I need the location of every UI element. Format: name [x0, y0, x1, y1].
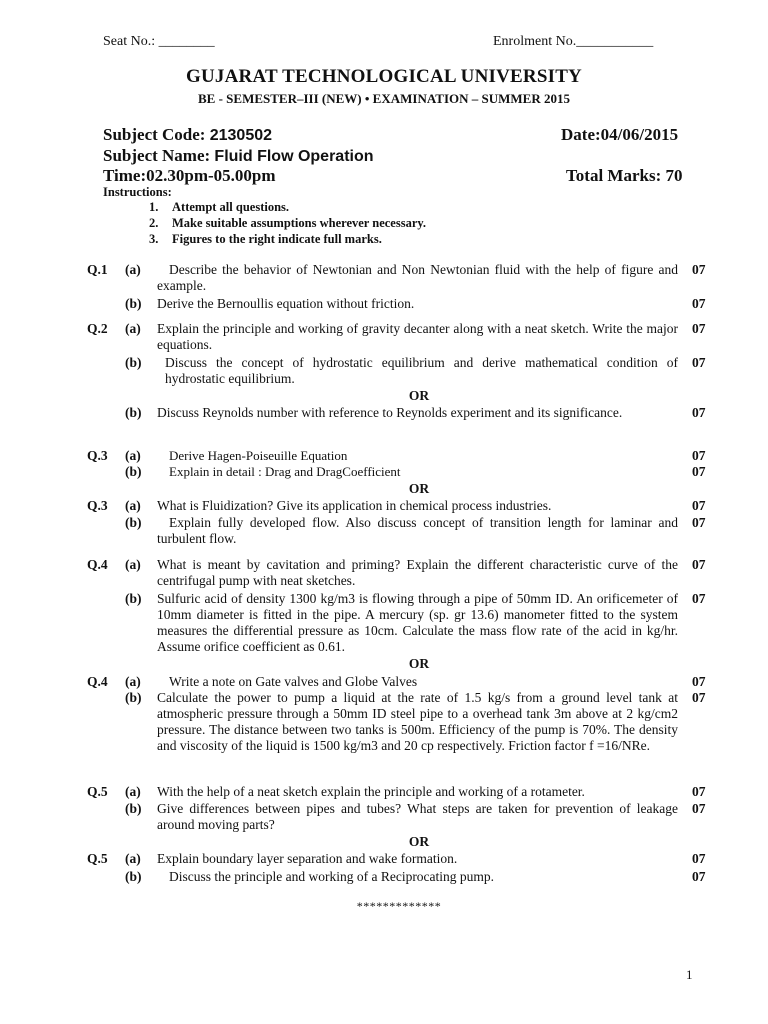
subject-name-value: Fluid Flow Operation	[214, 148, 374, 165]
instruction-item	[149, 200, 289, 215]
instruction-item	[149, 216, 426, 231]
seat-number-field: Seat No.: ________	[103, 34, 215, 49]
question-marks: 07	[692, 355, 706, 370]
question-text: Sulfuric acid of density 1300 kg/m3 is flowing through a pipe of 50mm ID. An orificemeter of 10mm diameter is fitted in the pipe. A mercury (sp. gr 13.6) manometer fitted to the system measures the differential pressure as 10cm. Calculate the mass flow rate of the acid in kg/hr. Assume orifice coefficient as 0.61.	[157, 591, 678, 654]
sub-question-label: (b)	[125, 464, 142, 479]
exam-date: Date:04/06/2015	[561, 125, 679, 144]
subject-code-value: 2130502	[209, 127, 273, 144]
page-number: 1	[686, 967, 693, 982]
question-marks: 07	[692, 262, 706, 277]
question-text: Discuss Reynolds number with reference to Reynolds experiment and its significance.	[157, 405, 623, 420]
question-number: Q.4	[87, 674, 108, 689]
question-text: Calculate the power to pump a liquid at the rate of 1.5 kg/s from a ground level tank at atmospheric pressure through a 50mm ID steel pipe to a overhead tank 3m above at 2 kg/cm2 pressure. The distance between two tanks is 500m. Efficiency of the pump is 70%. The density and viscosity of the liquid is 1500 kg/m3 and 20 cp respectively. Friction factor f =16/NRe.	[157, 690, 678, 753]
question-marks: 07	[692, 464, 706, 479]
sub-question-label: (b)	[125, 296, 142, 311]
instruction-text: Figures to the right indicate full marks.	[172, 232, 382, 246]
question-marks: 07	[692, 405, 706, 420]
instruction-item	[149, 232, 382, 247]
or-divider: OR	[408, 834, 430, 849]
question-text: Write a note on Gate valves and Globe Valves	[169, 674, 418, 689]
subject-name-label: Subject Name:	[103, 146, 215, 165]
question-number: Q.5	[87, 851, 108, 866]
sub-question-label: (a)	[125, 498, 141, 513]
instruction-number: 1.	[149, 200, 159, 214]
question-text: Explain fully developed flow. Also discuss concept of transition length for laminar and turbulent flow.	[157, 515, 678, 546]
end-of-paper-stars: *************	[356, 899, 442, 913]
sub-question-label: (b)	[125, 801, 142, 816]
instruction-number: 2.	[149, 216, 159, 230]
sub-question-label: (a)	[125, 262, 141, 277]
subject-code-label: Subject Code:	[103, 125, 210, 144]
question-text: Discuss the principle and working of a Reciprocating pump.	[169, 869, 495, 884]
question-marks: 07	[692, 784, 706, 799]
question-number: Q.3	[87, 498, 108, 513]
question-text: Describe the behavior of Newtonian and Non Newtonian fluid with the help of figure and example.	[157, 262, 678, 293]
question-number: Q.4	[87, 557, 108, 572]
enrolment-number-field: Enrolment No.___________	[493, 34, 654, 49]
question-marks: 07	[692, 801, 706, 816]
total-marks: Total Marks: 70	[566, 166, 683, 185]
subject-name	[103, 146, 374, 166]
question-number: Q.2	[87, 321, 108, 336]
question-marks: 07	[692, 851, 706, 866]
instructions-heading: Instructions:	[103, 185, 172, 199]
sub-question-label: (b)	[125, 405, 142, 420]
or-divider: OR	[408, 656, 430, 671]
question-marks: 07	[692, 869, 706, 884]
question-text: Explain in detail : Drag and DragCoefficient	[169, 464, 401, 479]
question-marks: 07	[692, 321, 706, 336]
question-text: Explain the principle and working of gravity decanter along with a neat sketch. Write the major equations.	[157, 321, 678, 352]
question-text: Derive the Bernoullis equation without friction.	[157, 296, 415, 311]
sub-question-label: (b)	[125, 355, 142, 370]
sub-question-label: (a)	[125, 851, 141, 866]
question-text: What is Fluidization? Give its application in chemical process industries.	[157, 498, 552, 513]
question-marks: 07	[692, 557, 706, 572]
exam-title: BE - SEMESTER–III (NEW) • EXAMINATION – SUMMER 2015	[198, 91, 570, 106]
question-text: Explain boundary layer separation and wake formation.	[157, 851, 458, 866]
sub-question-label: (a)	[125, 557, 141, 572]
or-divider: OR	[408, 388, 430, 403]
question-marks: 07	[692, 498, 706, 513]
question-text: What is meant by cavitation and priming? Explain the different characteristic curve of the centrifugal pump with neat sketches.	[157, 557, 678, 588]
or-divider: OR	[408, 481, 430, 496]
sub-question-label: (a)	[125, 321, 141, 336]
question-text: Discuss the concept of hydrostatic equilibrium and derive mathematical condition of hydrostatic equilibrium.	[165, 355, 678, 386]
question-number: Q.5	[87, 784, 108, 799]
question-marks: 07	[692, 674, 706, 689]
question-number: Q.3	[87, 448, 108, 463]
instruction-text: Make suitable assumptions wherever necessary.	[172, 216, 427, 230]
sub-question-label: (b)	[125, 869, 142, 884]
sub-question-label: (b)	[125, 591, 142, 606]
question-number: Q.1	[87, 262, 108, 277]
question-text: With the help of a neat sketch explain the principle and working of a rotameter.	[157, 784, 585, 799]
instruction-number: 3.	[149, 232, 159, 246]
subject-code	[103, 125, 272, 145]
sub-question-label: (a)	[125, 448, 141, 463]
university-title: GUJARAT TECHNOLOGICAL UNIVERSITY	[186, 66, 582, 87]
question-marks: 07	[692, 448, 706, 463]
question-text: Give differences between pipes and tubes? What steps are taken for prevention of leakage around moving parts?	[157, 801, 678, 832]
sub-question-label: (a)	[125, 674, 141, 689]
question-text: Derive Hagen-Poiseuille Equation	[169, 448, 348, 463]
question-marks: 07	[692, 690, 706, 705]
instruction-text: Attempt all questions.	[172, 200, 290, 214]
question-marks: 07	[692, 296, 706, 311]
question-marks: 07	[692, 591, 706, 606]
question-marks: 07	[692, 515, 706, 530]
sub-question-label: (b)	[125, 690, 142, 705]
sub-question-label: (b)	[125, 515, 142, 530]
exam-time: Time:02.30pm-05.00pm	[103, 166, 276, 185]
sub-question-label: (a)	[125, 784, 141, 799]
